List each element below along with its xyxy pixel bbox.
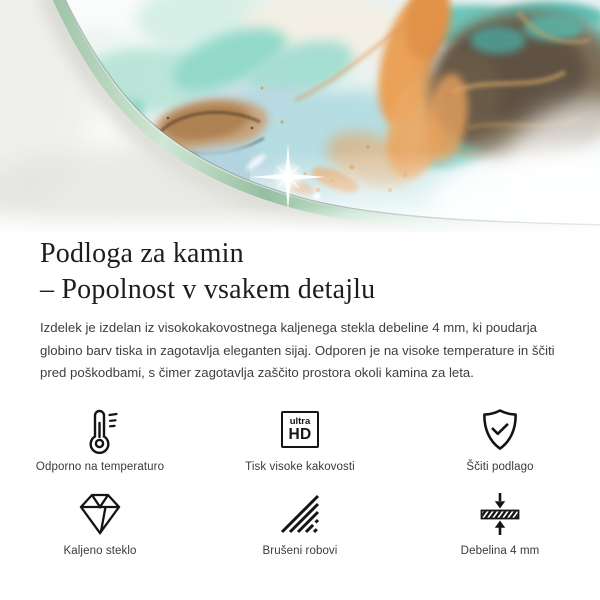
ultra-hd-badge-top: ultra xyxy=(289,416,311,427)
page-title xyxy=(0,232,600,308)
feature-item-temperature xyxy=(0,406,200,473)
feature-item-thickness xyxy=(400,490,600,557)
feature-grid xyxy=(0,406,600,557)
hero-product-image xyxy=(0,0,600,232)
page-title-line1: Podloga za kamin xyxy=(40,238,244,269)
shield-check-icon xyxy=(476,406,524,454)
feature-label: Kaljeno steklo xyxy=(63,544,137,557)
feature-label: Tisk visoke kakovosti xyxy=(245,460,355,473)
feature-item-tempered-glass xyxy=(0,490,200,557)
feature-label: Brušeni robovi xyxy=(262,544,338,557)
page-title-line2: – Popolnost v vsakem detajlu xyxy=(40,274,376,305)
thermometer-icon xyxy=(76,406,124,454)
feature-item-print-quality xyxy=(200,406,400,473)
ultra-hd-icon xyxy=(281,406,319,454)
feature-label: Odporno na temperaturo xyxy=(35,460,165,473)
glass-panel-photo xyxy=(0,0,600,232)
diamond-icon xyxy=(76,490,124,538)
product-description: Izdelek je izdelan iz visokokakovostnega kaljenega stekla debeline 4 mm, ki poudarja globino barv tiska in zagotavlja eleganten sijaj. Odporen je na visoke temperature in ščiti pred poškodbami, s čimer zagotavlja zaščito prostora okoli kamina za leta. xyxy=(40,320,555,380)
feature-label: Debelina 4 mm xyxy=(460,544,540,557)
thickness-icon xyxy=(476,490,524,538)
ultra-hd-badge-bottom: HD xyxy=(288,426,312,443)
ultra-hd-badge xyxy=(281,411,319,448)
hatched-edge-icon xyxy=(276,490,324,538)
feature-item-protection xyxy=(400,406,600,473)
feature-item-polished-edges xyxy=(200,490,400,557)
feature-label: Ščiti podlago xyxy=(466,460,534,473)
